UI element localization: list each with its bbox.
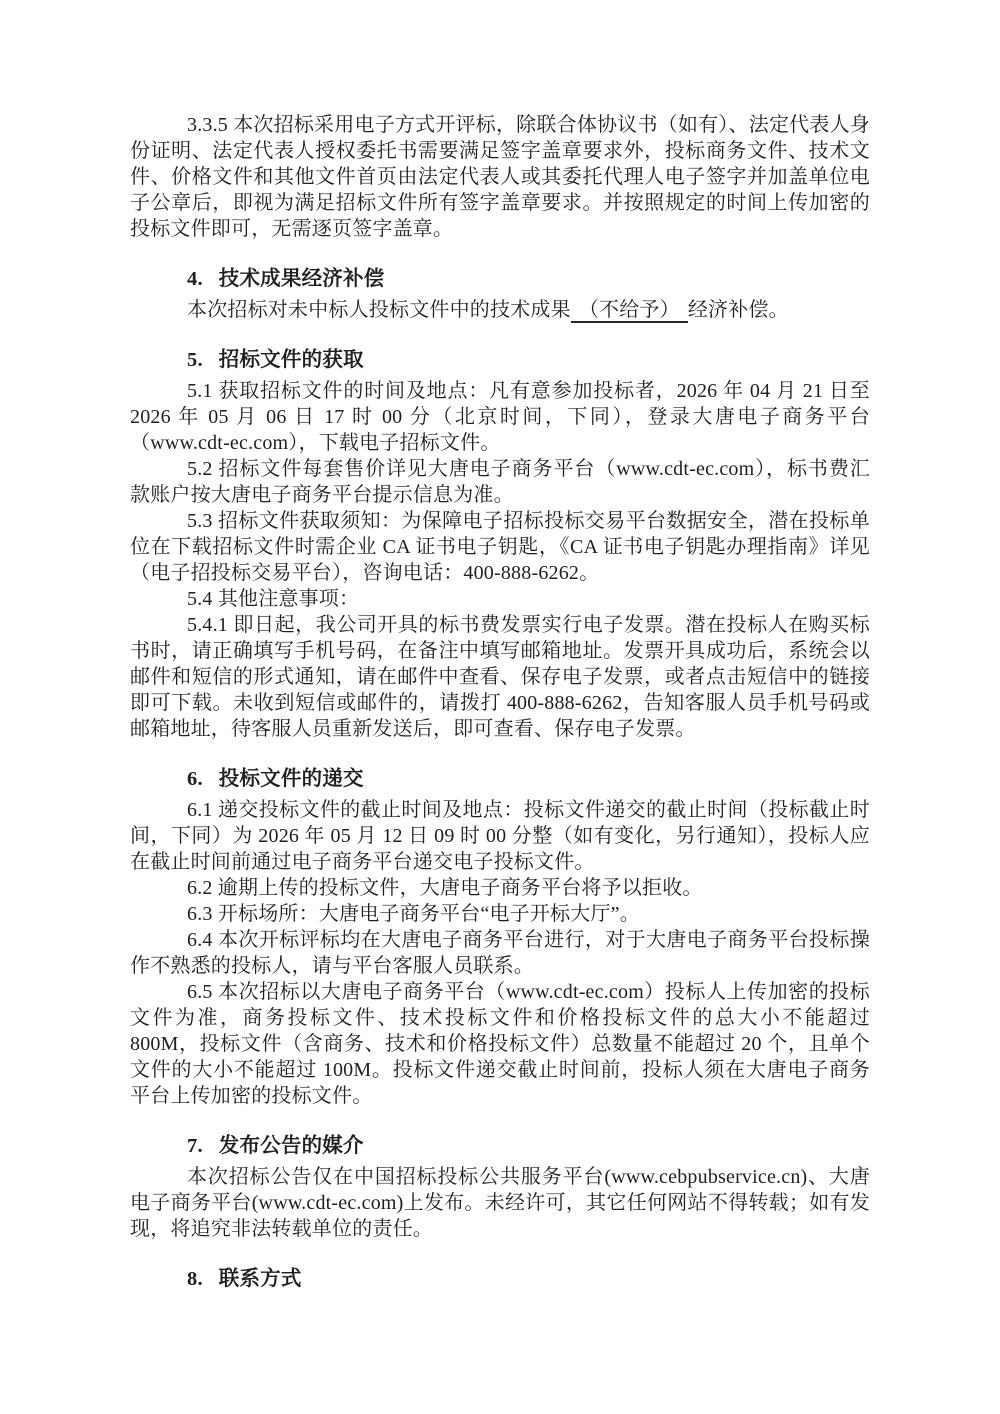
paragraph-6-2: 6.2 逾期上传的投标文件，大唐电子商务平台将予以拒收。 bbox=[187, 877, 703, 899]
paragraph-6-5: 6.5 本次招标以大唐电子商务平台（www.cdt-ec.com）投标人上传加密的投标文件为准，商务投标文件、技术投标文件和价格投标文件的总大小不能超过 800M，投标文件（含商务、技术和价格投标文件）总数量不能超过 20 个，且单个文件的大小不能超过 100M。投标文件递交截止时间前，投标人须在大唐电子商务平台上传加密的投标文件。 bbox=[130, 981, 870, 1107]
paragraph-7-media: 本次招标公告仅在中国招标投标公共服务平台(www.cebpubservice.cn)、大唐电子商务平台(www.cdt-ec.com)上发布。未经许可，其它任何网站不得转载；如有发现，将追究非法转载单位的责任。 bbox=[130, 1166, 870, 1240]
compensation-text-before: 本次招标对未中标人投标文件中的技术成果 bbox=[187, 299, 571, 321]
paragraph-5-4-1: 5.4.1 即日起，我公司开具的标书费发票实行电子发票。潜在投标人在购买标书时，请正确填写手机号码，在备注中填写邮箱地址。发票开具成功后，系统会以邮件和短信的形式通知，请在邮件中查看、保存电子发票，或者点击短信中的链接即可下载。未收到短信或邮件的，请拨打 400-888-6262，告知客服人员手机号码或邮箱地址，待客服人员重新发送后，即可查看、保存电子发票。 bbox=[130, 614, 870, 740]
compensation-underlined-value: （不给予） bbox=[571, 299, 688, 323]
paragraph-5-1: 5.1 获取招标文件的时间及地点：凡有意参加投标者，2026 年 04 月 21 日至 2026 年 05 月 06 日 17 时 00 分（北京时间，下同），登录大唐电子商务平台（www.cdt-ec.com），下载电子招标文件。 bbox=[130, 380, 870, 454]
compensation-text-after: 经济补偿。 bbox=[687, 299, 789, 321]
section-8-number: 8. bbox=[187, 1268, 203, 1290]
paragraph-6-1: 6.1 递交投标文件的截止时间及地点：投标文件递交的截止时间（投标截止时间，下同）为 2026 年 05 月 12 日 09 时 00 分整（如有变化，另行通知），投标人应在截止时间前通过电子商务平台递交电子投标文件。 bbox=[130, 799, 870, 873]
section-heading-6 bbox=[130, 766, 870, 792]
paragraph-6-3: 6.3 开标场所：大唐电子商务平台“电子开标大厅”。 bbox=[187, 903, 640, 925]
section-6-title: 投标文件的递交 bbox=[218, 768, 364, 790]
section-6-number: 6. bbox=[187, 768, 203, 790]
section-heading-7 bbox=[130, 1133, 870, 1159]
paragraph-5-3: 5.3 招标文件获取须知：为保障电子招标投标交易平台数据安全，潜在投标单位在下载招标文件时需企业 CA 证书电子钥匙，《CA 证书电子钥匙办理指南》详见（电子招投标交易平台），咨询电话：400-888-6262。 bbox=[130, 510, 870, 584]
section-heading-8 bbox=[130, 1266, 870, 1292]
paragraph-5-4: 5.4 其他注意事项： bbox=[187, 588, 360, 610]
section-7-number: 7. bbox=[187, 1135, 203, 1157]
paragraph-6-4: 6.4 本次开标评标均在大唐电子商务平台进行，对于大唐电子商务平台投标操作不熟悉的投标人，请与平台客服人员联系。 bbox=[130, 929, 870, 977]
section-5-number: 5. bbox=[187, 349, 203, 371]
section-5-title: 招标文件的获取 bbox=[218, 349, 364, 371]
section-7-title: 发布公告的媒介 bbox=[218, 1135, 364, 1157]
paragraph-4-compensation bbox=[130, 297, 870, 323]
section-4-number: 4. bbox=[187, 268, 203, 290]
paragraph-3-3-5: 3.3.5 本次招标采用电子方式开评标，除联合体协议书（如有）、法定代表人身份证明、法定代表人授权委托书需要满足签字盖章要求外，投标商务文件、技术文件、价格文件和其他文件首页由法定代表人或其委托代理人电子签字并加盖单位电子公章后，即视为满足招标文件所有签字盖章要求。并按照规定的时间上传加密的投标文件即可，无需逐页签字盖章。 bbox=[130, 114, 870, 240]
section-heading-5 bbox=[130, 347, 870, 373]
paragraph-5-2: 5.2 招标文件每套售价详见大唐电子商务平台（www.cdt-ec.com），标书费汇款账户按大唐电子商务平台提示信息为准。 bbox=[130, 458, 870, 506]
section-4-title: 技术成果经济补偿 bbox=[218, 268, 385, 290]
section-8-title: 联系方式 bbox=[218, 1268, 302, 1290]
section-heading-4 bbox=[130, 266, 870, 292]
